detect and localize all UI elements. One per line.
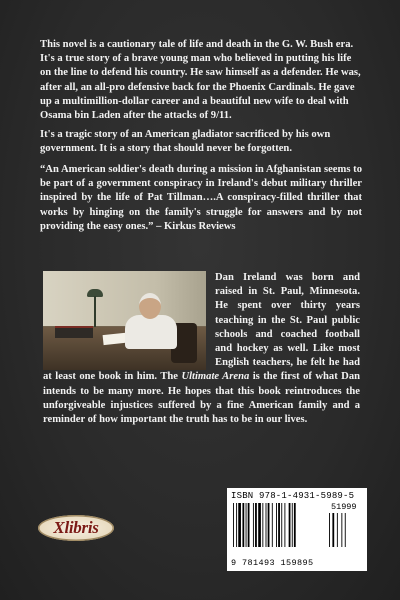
publisher-logo bbox=[38, 515, 114, 541]
blurb-paragraph-2: It's a tragic story of an American gladiator sacrificed by his own government. It is a story that should never be forgotten. bbox=[40, 129, 331, 155]
review-quote-text: “An American soldier's death during a mission in Afghanistan seems to be part of a government conspiracy in Ireland's debut military thriller inspired by the life of Pat Tillman….A conspiracy-filled thriller that works by hinging on the family's struggle for answers and by not providing the easy ones.” bbox=[40, 164, 362, 232]
isbn-barcode bbox=[227, 488, 367, 571]
author-bio-text-2: is the first of what Dan intends to be many more. He hopes that this book reintroduces the unforgiveable injustices suffered by a fine American family and a reminder of how important the truth has to be in our lives. bbox=[43, 371, 361, 426]
book-title: Ultimate Arena bbox=[181, 371, 250, 383]
review-source: – Kirkus Reviews bbox=[156, 220, 236, 232]
review-quote bbox=[40, 163, 362, 234]
blurb-paragraph-1: This novel is a cautionary tale of life and death in the G. W. Bush era. It's a true story of a brave young man who believed in putting his life on the line to defend his country. He saw himself as a defender. He was, after all, an all-pro defensive back for the Phoenix Cardinals. He gave up a multimillion-dollar career and a beautiful new wife to deal with Osama bin Laden after the attacks of 9/11. bbox=[40, 39, 361, 122]
price-code: 51999 bbox=[331, 502, 357, 512]
barcode-digits: 9 781493 159895 bbox=[231, 558, 314, 568]
isbn-label: ISBN 978-1-4931-5989-5 bbox=[231, 491, 355, 501]
author-bio-text-1: Dan Ireland was born and raised in St. Paul, Minnesota. He spent over thirty years teaching in the St. Paul public schools and coached football and hockey as well. Like most English teachers, he felt he had at least one book in him. The bbox=[43, 272, 360, 383]
author-bio bbox=[43, 271, 360, 427]
publisher-name: Xlibris bbox=[53, 518, 99, 537]
